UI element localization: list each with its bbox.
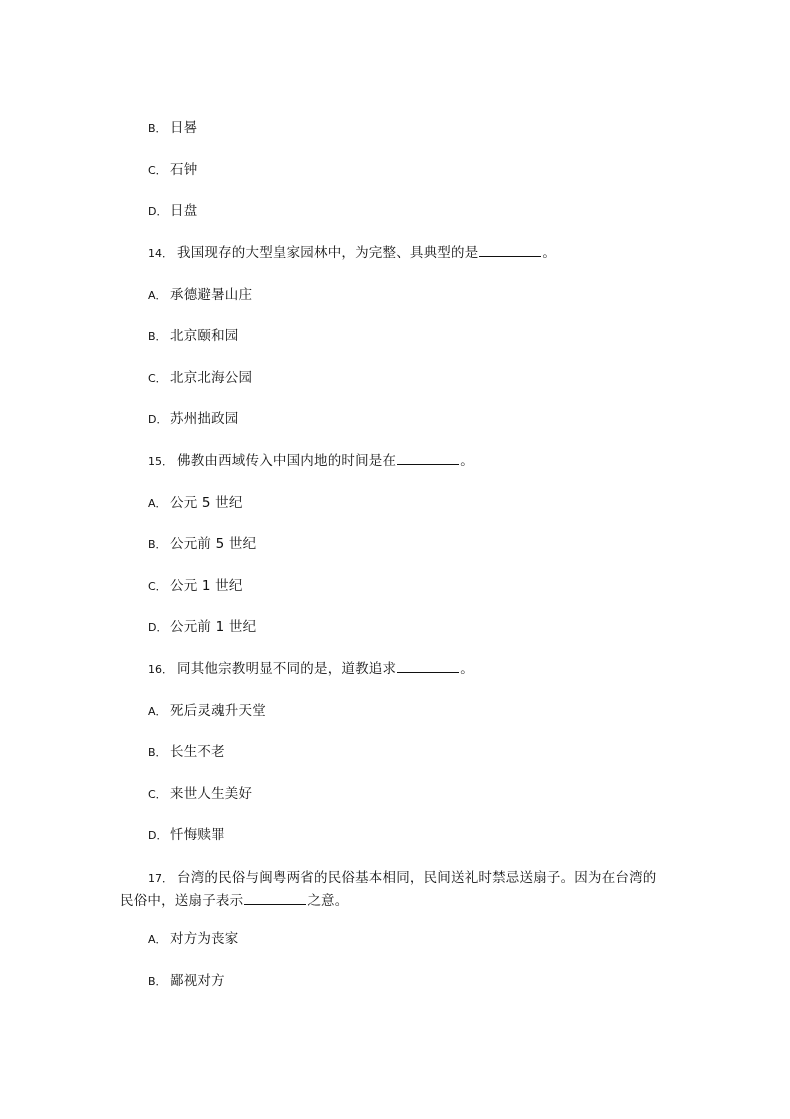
option-q16-b [148, 743, 225, 762]
answer-blank [479, 244, 541, 257]
option-q15-d [148, 618, 256, 637]
option-label: B． [148, 538, 167, 551]
question-17-line-1 [120, 867, 680, 890]
question-text: 同其他宗教明显不同的是，道教追求 [177, 661, 397, 677]
question-text: 台湾的民俗与闽粤两省的民俗基本相同，民间送礼时禁忌送扇子。因为在台湾的 [177, 870, 657, 886]
question-16-stem [148, 660, 474, 679]
option-label: D． [148, 621, 168, 634]
option-q13-d [148, 202, 197, 221]
question-text-end: 。 [460, 661, 474, 677]
option-q14-c [148, 369, 252, 388]
option-q17-a [148, 930, 239, 949]
option-q16-d [148, 826, 225, 845]
question-text-end: 之意。 [307, 893, 349, 909]
option-text: 苏州拙政园 [170, 411, 239, 427]
question-17-stem [120, 867, 680, 912]
option-q14-d [148, 410, 239, 429]
option-text: 公元 5 世纪 [170, 495, 243, 511]
option-label: B． [148, 122, 167, 135]
option-text: 公元前 5 世纪 [170, 536, 257, 552]
option-label: D． [148, 413, 168, 426]
option-text: 日晷 [170, 120, 198, 136]
option-q17-b [148, 972, 225, 991]
option-label: B． [148, 746, 167, 759]
option-q15-b [148, 535, 256, 554]
option-q16-a [148, 702, 266, 721]
option-q16-c [148, 785, 252, 804]
option-label: C． [148, 372, 167, 385]
option-label: C． [148, 788, 167, 801]
option-text: 忏悔赎罪 [170, 827, 225, 843]
option-label: D． [148, 205, 168, 218]
answer-blank [397, 452, 459, 465]
option-text: 死后灵魂升天堂 [170, 703, 266, 719]
option-text: 承德避暑山庄 [170, 287, 253, 303]
option-q15-a [148, 494, 243, 513]
option-label: A． [148, 933, 167, 946]
option-text: 日盘 [170, 203, 198, 219]
option-label: B． [148, 975, 167, 988]
option-q15-c [148, 577, 243, 596]
question-text-end: 。 [460, 453, 474, 469]
question-17-line-2 [120, 890, 680, 912]
question-text: 我国现存的大型皇家园林中，为完整、具典型的是 [177, 245, 479, 261]
option-label: D． [148, 829, 168, 842]
option-q14-a [148, 286, 252, 305]
option-q13-c [148, 161, 197, 180]
question-text: 佛教由西域传入中国内地的时间是在 [177, 453, 397, 469]
question-text-end: 。 [542, 245, 557, 261]
option-text: 鄙视对方 [170, 973, 225, 989]
option-text: 北京颐和园 [170, 328, 239, 344]
option-text: 公元 1 世纪 [170, 578, 243, 594]
question-number: 17． [148, 872, 173, 885]
option-text: 长生不老 [170, 744, 225, 760]
question-number: 16． [148, 663, 173, 676]
option-label: C． [148, 580, 167, 593]
question-number: 14． [148, 247, 173, 260]
option-q14-b [148, 327, 239, 346]
option-text: 公元前 1 世纪 [170, 619, 257, 635]
option-label: A． [148, 497, 167, 510]
option-text: 对方为丧家 [170, 931, 239, 947]
option-label: A． [148, 705, 167, 718]
option-label: A． [148, 289, 167, 302]
option-label: C． [148, 164, 167, 177]
answer-blank [244, 892, 306, 905]
question-text: 民俗中，送扇子表示 [120, 893, 244, 909]
answer-blank [397, 660, 459, 673]
question-14-stem [148, 244, 556, 263]
option-text: 石钟 [170, 162, 198, 178]
question-15-stem [148, 452, 474, 471]
option-text: 来世人生美好 [170, 786, 253, 802]
option-text: 北京北海公园 [170, 370, 253, 386]
option-q13-b [148, 119, 197, 138]
question-number: 15． [148, 455, 173, 468]
option-label: B． [148, 330, 167, 343]
